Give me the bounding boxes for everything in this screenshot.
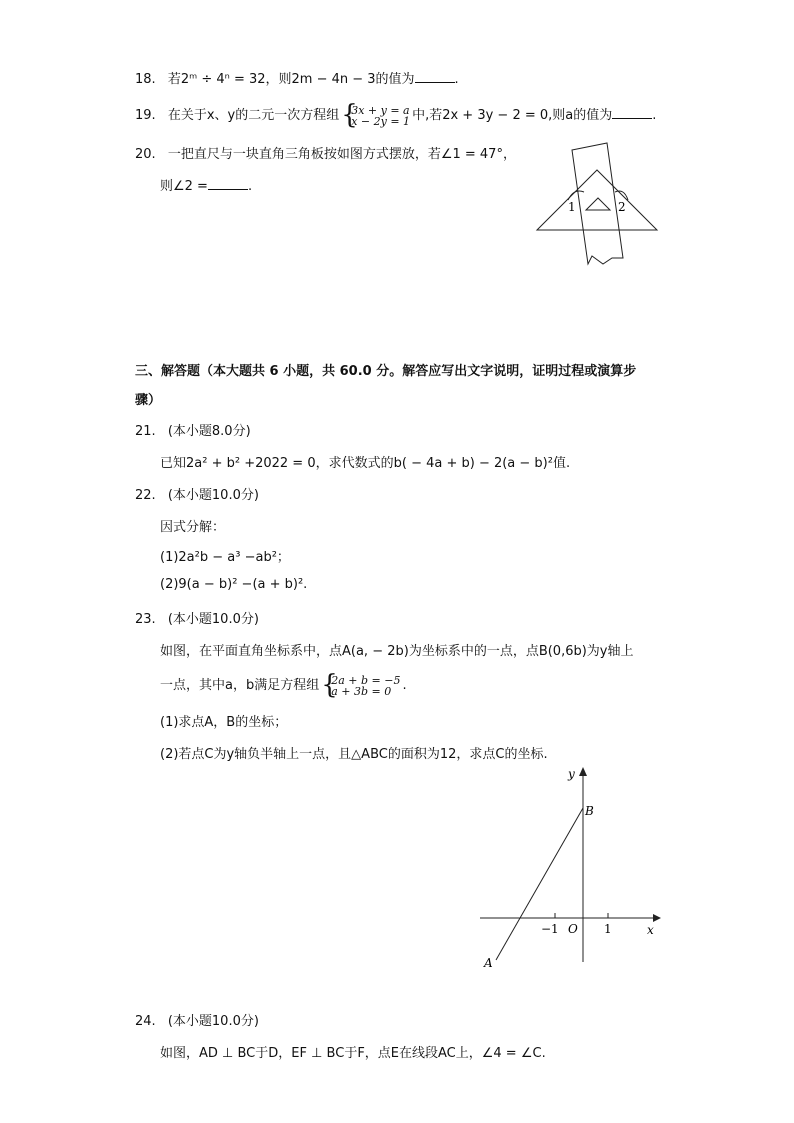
origin-label: O — [568, 922, 578, 936]
section3-text1: 三、解答题（本大题共 6 小题，共 60.0 分。解答应写出文字说明，证明过程或演算步 — [135, 364, 637, 379]
q23-eq2: a + 3b = 0 — [331, 684, 392, 698]
q22-header — [135, 484, 259, 503]
q24-number: 24. — [135, 1014, 156, 1029]
point-B-label: B — [585, 804, 594, 818]
q23-line2-end: . — [402, 678, 407, 693]
angle1-arc — [568, 191, 584, 200]
section3-header-line1 — [135, 360, 636, 379]
q18-text: 若2ᵐ ÷ 4ⁿ = 32，则2m − 4n − 3的值为 — [167, 72, 415, 87]
q23-score: (本小题10.0分) — [167, 612, 259, 627]
q20-text: 一把直尺与一块直角三角板按如图方式摆放，若∠1 = 47°， — [167, 147, 516, 162]
q18-blank — [415, 70, 455, 83]
q19-pre: 在关于x、y的二元一次方程组 — [167, 108, 340, 123]
angle1-label: 1 — [568, 200, 576, 214]
triangle-shape — [537, 170, 657, 230]
q23-line2-pre: 一点，其中a，b满足方程组 — [160, 678, 320, 693]
q19-end: . — [652, 108, 657, 123]
q20-end: . — [247, 179, 253, 194]
q19-eq2: x − 2y = 1 — [351, 114, 411, 128]
q23-part1-text: (1)求点A，B的坐标； — [160, 715, 288, 730]
q19-blank — [612, 106, 652, 119]
point-A-label: A — [484, 956, 493, 970]
q18 — [135, 68, 459, 87]
segment-AB — [496, 808, 583, 960]
q22-number: 22. — [135, 488, 156, 503]
q24-header — [135, 1010, 259, 1029]
q24-body — [160, 1042, 546, 1061]
q19-eq1: 3x + y = a — [351, 103, 410, 117]
inner-triangle-shape — [586, 198, 610, 210]
q20-blank — [208, 177, 248, 190]
q23-line2 — [160, 669, 407, 700]
q23-part2 — [160, 743, 548, 762]
brace-icon: { — [321, 669, 338, 700]
q20-line2-pre: 则∠2 = — [160, 179, 208, 194]
q23-number: 23. — [135, 612, 156, 627]
y-axis-label: y — [568, 767, 575, 781]
q22-part1 — [160, 546, 290, 565]
q22-intro-text: 因式分解： — [160, 520, 226, 535]
q23-equation-system — [321, 669, 401, 700]
q18-number: 18. — [135, 72, 156, 87]
q24-score: (本小题10.0分) — [167, 1014, 259, 1029]
q18-end: . — [454, 72, 459, 87]
q22-score: (本小题10.0分) — [167, 488, 259, 503]
q19-equation-system — [341, 99, 411, 130]
q20-line1 — [135, 143, 516, 162]
q23-eq1: 2a + b = −5 — [331, 673, 401, 687]
x-axis-label: x — [647, 923, 654, 937]
q21-score: (本小题8.0分) — [167, 424, 251, 439]
section3-header-line2 — [135, 389, 161, 408]
q23-part1 — [160, 711, 287, 730]
q23-line1-text: 如图，在平面直角坐标系中，点A(a, − 2b)为坐标系中的一点，点B(0,6b)为y轴上 — [160, 644, 634, 659]
q22-part1-text: (1)2a²b − a³ −ab²； — [160, 550, 290, 565]
q21-body — [160, 452, 570, 471]
q23-header — [135, 608, 259, 627]
q23-part2-text: (2)若点C为y轴负半轴上一点，且△ABC的面积为12，求点C的坐标. — [160, 747, 548, 762]
x-axis-arrow-icon — [653, 914, 661, 922]
q21-number: 21. — [135, 424, 156, 439]
brace-icon: { — [341, 99, 358, 130]
q19 — [135, 99, 657, 130]
q19-number: 19. — [135, 108, 156, 123]
q21-text: 已知2a² + b² +2022 = 0，求代数式的b( − 4a + b) − 2(a − b)²值. — [160, 456, 571, 471]
tick-neg1-label: −1 — [541, 922, 559, 936]
q22-part2-text: (2)9(a − b)² −(a + b)². — [160, 577, 308, 592]
q24-text: 如图，AD ⊥ BC于D，EF ⊥ BC于F，点E在线段AC上，∠4 = ∠C. — [160, 1046, 546, 1061]
q19-post: 中,若2x + 3y − 2 = 0,则a的值为 — [412, 108, 613, 123]
angle2-label: 2 — [618, 200, 626, 214]
y-axis-arrow-icon — [579, 767, 587, 776]
q22-intro — [160, 516, 225, 535]
ruler-shape — [572, 143, 623, 264]
q23-line1 — [160, 640, 634, 659]
q21-header — [135, 420, 251, 439]
q20-number: 20. — [135, 147, 156, 162]
tick-pos1-label: 1 — [604, 922, 612, 936]
section3-text2: 骤） — [135, 393, 162, 408]
q23-coordinate-figure — [475, 762, 665, 972]
q20-figure — [530, 140, 665, 270]
q22-part2 — [160, 577, 307, 592]
q20-line2 — [160, 175, 252, 194]
